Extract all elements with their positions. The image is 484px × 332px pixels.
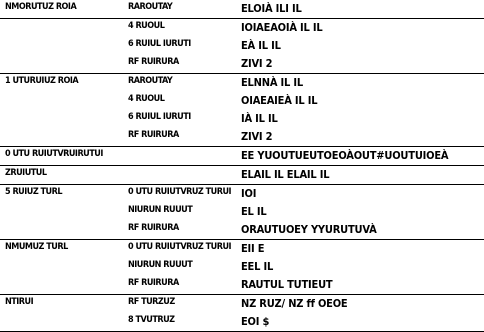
row-value: ELNNÀ IL IL	[236, 74, 484, 93]
spec-row	[0, 55, 484, 74]
row-value: EE YUOUTUEUTOEOÀOUT#UOUTUIOEÀ	[236, 147, 484, 166]
row-group-label	[0, 19, 123, 38]
row-group-label	[0, 221, 123, 240]
spec-row	[0, 313, 484, 332]
row-value: EÀ IL IL	[241, 39, 281, 52]
row-group-label	[0, 276, 123, 295]
row-sub-label: 8 TVUTRUZ	[123, 313, 236, 332]
row-group-label: 0 UTU RUIUTVRUIRUTUI	[0, 147, 123, 166]
spec-row	[0, 74, 484, 93]
row-sub-label: RAROUTAY	[123, 74, 236, 93]
row-value: ELAIL IL ELAIL IL	[236, 166, 484, 185]
row-sub-label: 6 RUIUL IURUTI	[128, 112, 191, 122]
row-sub-label: RAROUTAY	[123, 0, 236, 19]
row-group-label: 5 RUIUZ TURL	[0, 185, 123, 204]
spec-row	[0, 128, 484, 147]
row-value: OIAEAIEÀ IL IL	[241, 94, 318, 107]
row-value: RAUTUL TUTIEUT	[241, 278, 333, 291]
row-sub-label	[123, 166, 236, 185]
row-value: ZIVI 2	[241, 130, 273, 143]
row-sub-label: 4 RUOUL	[128, 94, 165, 104]
spec-row	[0, 37, 484, 55]
spec-row	[0, 240, 484, 259]
spec-row	[0, 19, 484, 38]
row-group-label	[0, 37, 123, 55]
row-group-label: NMUMUZ TURL	[0, 240, 123, 259]
row-value: ZIVI 2	[241, 57, 273, 70]
spec-row	[0, 221, 484, 240]
row-value: EEL IL	[241, 260, 274, 273]
spec-row	[0, 166, 484, 185]
row-sub-label: RF RUIRURA	[128, 223, 179, 233]
row-value: EII E	[236, 240, 484, 259]
row-group-label	[0, 55, 123, 74]
row-group-label	[0, 203, 123, 221]
row-group-label	[0, 128, 123, 147]
row-sub-label: RF TURZUZ	[123, 295, 236, 314]
row-group-label	[0, 92, 123, 110]
row-sub-label: NIURUN RUUUT	[128, 260, 193, 270]
row-group-label: 1 UTURUIUZ ROIA	[0, 74, 123, 93]
row-group-label	[0, 110, 123, 128]
row-group-label: NMORUTUZ ROIA	[0, 0, 123, 19]
row-sub-label: RF RUIRURA	[128, 278, 179, 288]
row-sub-label: NIURUN RUUUT	[128, 205, 193, 215]
row-value: IOI	[236, 185, 484, 204]
row-sub-label: 6 RUIUL IURUTI	[128, 39, 191, 49]
row-value: ELOIÀ ILI IL	[236, 0, 484, 19]
row-value: EOI $	[236, 313, 484, 332]
row-value: EL IL	[241, 205, 267, 218]
row-group-label	[0, 313, 123, 332]
row-value: IÀ IL IL	[241, 112, 278, 125]
row-sub-label: RF RUIRURA	[128, 57, 179, 67]
row-sub-label: 4 RUOUL	[128, 21, 165, 31]
row-sub-label	[123, 147, 236, 166]
row-group-label	[0, 258, 123, 276]
row-value: ORAUTUOEY YYURUTUVÀ	[241, 223, 377, 236]
row-group-label: NTIRUI	[0, 295, 123, 314]
spec-row	[0, 258, 484, 276]
row-value: IOIAEAOIÀ IL IL	[241, 21, 323, 34]
row-group-label: ZRUIUTUL	[0, 166, 123, 185]
spec-row	[0, 92, 484, 110]
spec-row	[0, 295, 484, 314]
spec-row	[0, 185, 484, 204]
spec-row	[0, 110, 484, 128]
row-value: NZ RUZ/ NZ ff OEOE	[236, 295, 484, 314]
spec-row	[0, 203, 484, 221]
spec-row	[0, 276, 484, 295]
spec-row	[0, 147, 484, 166]
row-sub-label: 0 UTU RUIUTVRUZ TURUI	[123, 185, 236, 204]
row-sub-label: RF RUIRURA	[128, 130, 179, 140]
spec-row	[0, 0, 484, 19]
row-sub-label: 0 UTU RUIUTVRUZ TURUI	[123, 240, 236, 259]
